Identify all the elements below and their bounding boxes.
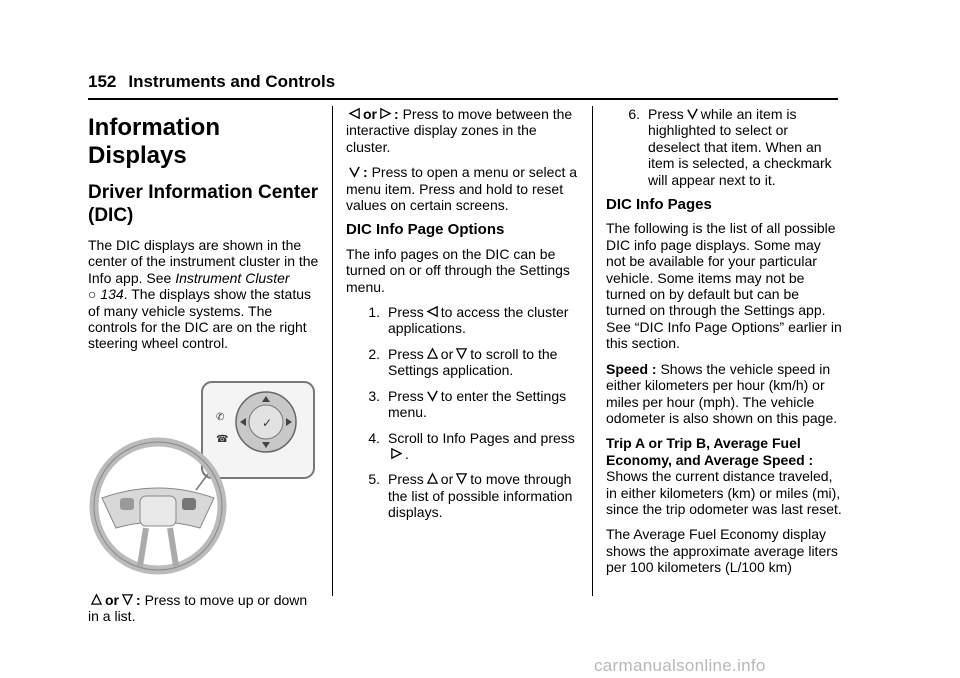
up-arrow-icon — [426, 472, 439, 485]
watermark: carmanualsonline.info — [594, 656, 766, 675]
step-5 — [346, 471, 578, 520]
step-text: Press — [388, 345, 424, 362]
svg-text:✓: ✓ — [262, 415, 273, 430]
page-header — [88, 72, 335, 92]
step-text: while an item is highlighted to select or deselect that item. When an item is selected, a checkmark will appear next to it. — [648, 106, 832, 188]
step-number: 6. — [628, 106, 640, 122]
up-arrow-icon — [426, 347, 439, 360]
left-arrow-icon — [426, 305, 439, 318]
step-3 — [346, 388, 578, 421]
left-arrow-icon — [348, 107, 361, 120]
step-text: to enter the Settings menu. — [388, 387, 567, 421]
step-text: . — [405, 445, 409, 462]
options-heading: DIC Info Page Options — [346, 221, 505, 239]
step-number: 2. — [368, 345, 380, 362]
svg-text:☎: ☎ — [216, 433, 229, 445]
fuel-economy-description: The Average Fuel Economy display shows the approximate average liters per 100 kilometers (L/100 km) — [606, 526, 838, 576]
right-arrow-icon — [379, 107, 392, 120]
up-down-text: Press to move up or down in a list. — [88, 591, 308, 625]
column-divider — [592, 106, 593, 596]
step-number: 5. — [368, 471, 380, 488]
down-arrow-icon — [455, 472, 468, 485]
or-label: or — [363, 106, 377, 122]
step-text: to access the cluster applications. — [388, 304, 569, 337]
page-ref-icon: ○ — [88, 286, 97, 303]
step-text: Press — [388, 387, 424, 404]
left-right-text: Press to move between the interactive display zones in the cluster. — [346, 106, 573, 155]
left-right-description: or : Press to move between the interactive display zones in the cluster. — [346, 106, 573, 155]
step-text: to scroll to the Settings application. — [388, 345, 558, 379]
section-heading: Driver Information Center (DIC) — [88, 182, 319, 226]
or-label: or — [105, 591, 119, 608]
step-number: 4. — [368, 429, 380, 446]
check-description: : Press to open a menu or select a menu item. Press and hold to reset values on certain screens. — [346, 164, 578, 214]
intro-text-end: . The displays show the status of many vehicle systems. The controls for the DIC are on the right steering wheel control. — [88, 286, 312, 352]
speed-label: Speed : — [606, 360, 657, 377]
check-text: Press to open a menu or select a menu item. Press and hold to reset values on certain screens. — [346, 164, 578, 214]
cross-reference-link[interactable]: Instrument Cluster — [175, 269, 290, 286]
svg-text:✆: ✆ — [216, 411, 225, 423]
trip-label: Trip A or Trip B, Average Fuel Economy, and Average Speed : — [606, 435, 814, 468]
column-2 — [346, 106, 578, 530]
checkmark-icon — [426, 389, 439, 402]
checkmark-icon — [348, 165, 361, 178]
page-number: 152 — [88, 72, 117, 91]
step-2 — [346, 346, 578, 379]
column-1 — [88, 106, 320, 634]
info-pages-heading: DIC Info Pages — [606, 196, 712, 214]
or-label: or — [440, 471, 454, 488]
intro-text: The DIC displays are shown in the center of the instrument cluster in the Info app. See — [88, 237, 319, 286]
speed-text: Shows the vehicle speed in either kilometers per hour (km/h) or miles per hour (mph). The vehicle odometer is also shown on this page. — [606, 360, 838, 426]
step-1 — [346, 304, 578, 337]
step-number: 1. — [368, 304, 380, 321]
step-text: to move through the list of possible information displays. — [388, 471, 573, 521]
down-arrow-icon — [455, 347, 468, 360]
step-6 — [606, 106, 842, 188]
steering-wheel-controls-illustration — [88, 378, 320, 578]
step-4 — [346, 430, 578, 463]
step-text: Scroll to Info Pages and press — [388, 429, 575, 446]
checkmark-icon — [686, 107, 699, 120]
step-number: 3. — [368, 387, 380, 404]
speed-description — [606, 361, 842, 427]
step-text: Press — [388, 304, 424, 321]
section-title: Instruments and Controls — [128, 72, 336, 91]
column-divider — [332, 106, 333, 596]
page-title: Information Displays — [88, 114, 220, 169]
header-rule — [88, 98, 838, 100]
info-pages-intro: The following is the list of all possible DIC info page displays. Some may not be available for your particular vehicle. Some items may not be turned on by default but can be turned on through the Settings app. See “DIC Info Page Options” earlier in this section. — [606, 220, 842, 352]
column-3 — [606, 106, 842, 585]
up-arrow-icon — [90, 593, 103, 606]
trip-text: Shows the current distance traveled, in either kilometers (km) or miles (mi), since the trip odometer was last reset. — [606, 468, 842, 517]
right-arrow-icon — [390, 447, 403, 460]
or-label: or — [440, 345, 454, 362]
dic-intro — [88, 237, 320, 352]
trip-description — [606, 435, 842, 517]
page-ref[interactable]: 134 — [100, 286, 124, 303]
step-text: Press — [648, 106, 684, 122]
up-down-description: or : Press to move up or down in a list. — [88, 591, 308, 625]
down-arrow-icon — [121, 593, 134, 606]
step-text: Press — [388, 471, 424, 488]
options-intro: The info pages on the DIC can be turned on or off through the Settings menu. — [346, 245, 570, 295]
